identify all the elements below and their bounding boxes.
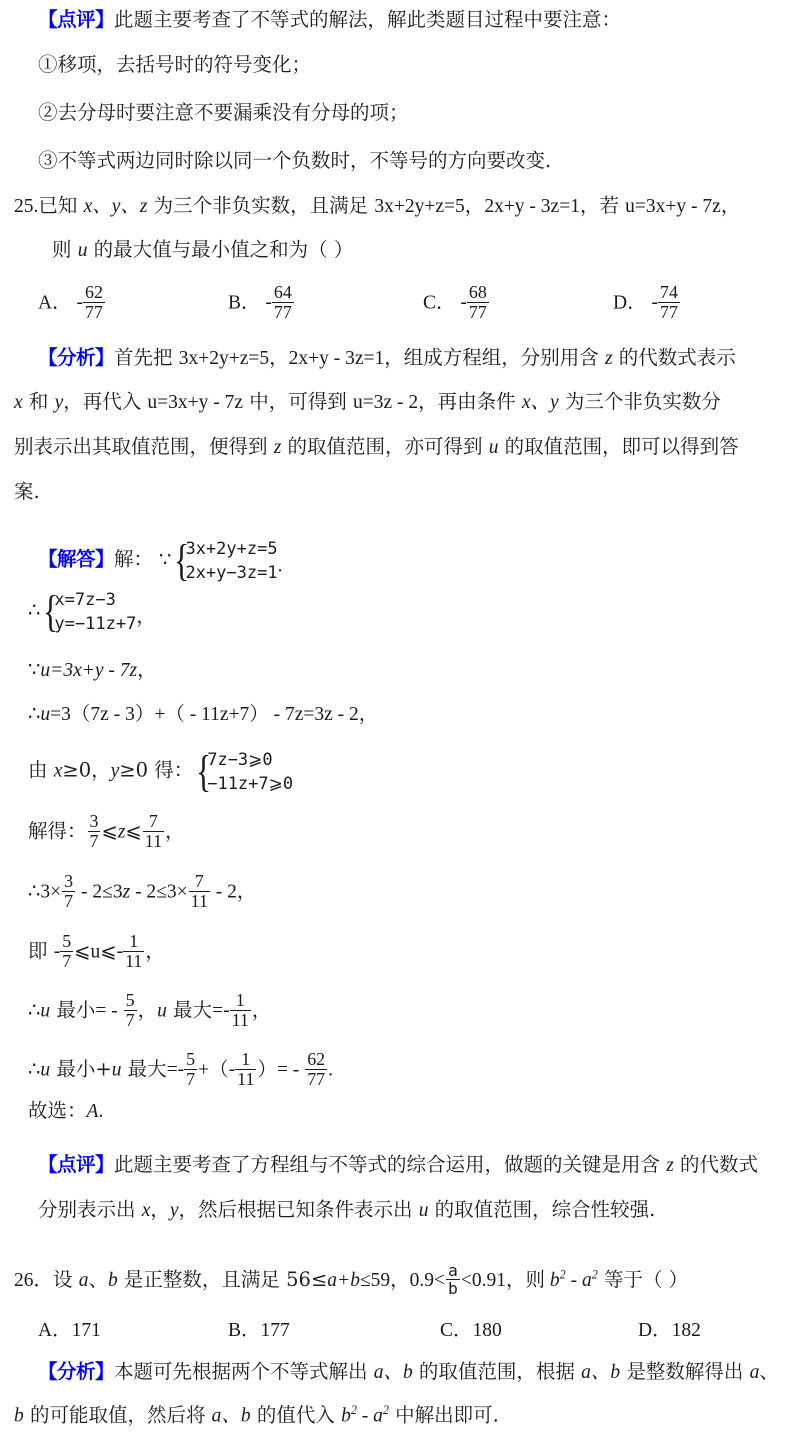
inequality-symbol: ⩽ (100, 941, 117, 963)
fraction-numerator: 3 (64, 871, 74, 891)
minus-sign: - (651, 291, 658, 313)
fraction-denominator: 77 (307, 1068, 326, 1089)
analysis-text: 中解出即可. (388, 1403, 499, 1427)
solution-variable: z (117, 821, 126, 843)
problem-25-solution-line-u (28, 660, 157, 681)
minus-sign: - (76, 291, 83, 313)
solution-equation: u=3x+y - 7z (40, 660, 138, 681)
stem-text: 则 (52, 238, 78, 261)
fraction-numerator: 7 (194, 871, 204, 891)
fraction-numerator: 1 (235, 990, 245, 1010)
because-symbol: ∵ (159, 547, 172, 571)
comment-item-2: ②去分母时要注意不要漏乘没有分母的项； (38, 101, 409, 124)
fraction-numerator: a (448, 1261, 458, 1280)
stem-text: 的最大值与最小值之和为（ ） (87, 238, 354, 261)
solution-variable: u (40, 1059, 51, 1081)
option-letter: B． (228, 1320, 261, 1341)
comment-item-1: ①移项，去括号时的符号变化； (38, 53, 312, 76)
problem-26-stem (14, 1262, 688, 1297)
problem-26-option-a[interactable] (38, 1314, 101, 1342)
system-row: 3x+2y+z=5 (185, 539, 278, 559)
analysis-variable: x (14, 392, 23, 413)
option-letter: A． (38, 1320, 72, 1341)
fraction-denominator: 77 (659, 301, 678, 322)
fraction-denominator: 7 (62, 950, 72, 971)
analysis-text: - (356, 1405, 374, 1427)
analysis-variable: z (273, 437, 282, 458)
solution-text: . (98, 1101, 104, 1122)
solution-text: = - (276, 1059, 305, 1081)
fraction-numerator: 7 (148, 811, 158, 831)
problem-26-analysis-line-2 (14, 1404, 499, 1426)
fraction-numerator: 62 (307, 1049, 326, 1069)
analysis-text: 中，可得到 (243, 390, 353, 413)
problem-25-solution-constraints (28, 748, 293, 796)
comment-text: 的代数式 (673, 1153, 759, 1176)
analysis-text: 和 (22, 390, 55, 413)
solution-text: ≥0， (62, 758, 111, 782)
stem-text: 已知 (38, 194, 84, 217)
solution-variable: u (111, 1059, 122, 1081)
comment-label: 【点评】 (38, 1153, 115, 1176)
fraction-denominator: 7 (64, 890, 74, 911)
exponent: 2 (559, 1267, 566, 1282)
option-value (460, 283, 489, 321)
solution-text: ， (165, 819, 185, 843)
stem-variable: b (549, 1269, 560, 1291)
analysis-variable: a、b (211, 1405, 251, 1427)
fraction-denominator: 77 (468, 301, 487, 322)
comment-variable: x (141, 1200, 151, 1221)
comment-text: ，然后根据已知条件表示出 (178, 1198, 419, 1221)
problem-25-analysis-line-4: 案. (14, 480, 40, 503)
problem-25-solution-expand (28, 704, 378, 725)
analysis-variable: a、b (373, 1362, 413, 1383)
solution-text: ≥0 得： (119, 758, 194, 782)
analysis-variable: b (14, 1405, 24, 1427)
solution-text: = (212, 1000, 224, 1022)
analysis-equation: 2x+y - 3z=1 (288, 348, 385, 369)
equation-system-3 (193, 748, 293, 796)
fraction-numerator: 64 (273, 282, 292, 302)
therefore-symbol: ∴ (28, 879, 41, 903)
equation-system-2 (40, 588, 136, 636)
stem-variable-u: u (77, 240, 88, 261)
solution-text: 由 (28, 758, 54, 782)
analysis-variable: a (749, 1362, 760, 1383)
stem-text: 、 (88, 1267, 108, 1291)
analysis-text: 的代数式表示 (612, 346, 736, 369)
inequality-symbol: ⩽ (74, 941, 91, 963)
option-value (76, 283, 105, 321)
stem-text: ≤59，0.9< (359, 1269, 446, 1291)
solution-variable: z (122, 881, 131, 903)
problem-26-number: 26． (14, 1269, 54, 1291)
problem-25-comment-line-1 (38, 1155, 758, 1176)
problem-25-solution-range-z (28, 812, 185, 850)
solution-text: ， (137, 658, 157, 681)
fraction-numerator: 5 (62, 931, 72, 951)
problem-25-stem-line-1 (14, 196, 740, 217)
solution-text: 3× (40, 881, 62, 903)
solution-text: 解： (114, 547, 154, 571)
option-letter: A． (38, 292, 72, 314)
left-brace: { (43, 587, 59, 637)
stem-equation-2: 2x+y - 3z=1 (484, 196, 580, 217)
option-value (265, 283, 294, 321)
comment-intro-text: 此题主要考查了不等式的解法，解此类题目过程中要注意： (114, 8, 622, 31)
minus-sign: - (223, 999, 230, 1021)
stem-variable: a (581, 1269, 592, 1291)
solution-variable: u (90, 941, 101, 963)
minus-sign: - (265, 291, 272, 313)
answer-label: 【解答】 (38, 547, 115, 571)
solution-text: 最小+ (50, 1057, 112, 1081)
therefore-symbol: ∴ (28, 998, 41, 1022)
solution-text: . (328, 1059, 333, 1081)
exponent: 2 (591, 1267, 598, 1282)
left-brace: { (196, 747, 212, 797)
fraction-denominator: 7 (186, 1068, 196, 1089)
analysis-variable: y (54, 392, 64, 413)
stem-text: 设 (53, 1267, 79, 1291)
fraction-numerator: 68 (468, 282, 487, 302)
system-row: y=−11z+7 (54, 614, 137, 635)
fraction-numerator: 1 (241, 1049, 251, 1069)
minus-sign: - (460, 291, 467, 313)
option-letter: D． (613, 292, 647, 314)
therefore-symbol: ∴ (28, 1057, 41, 1081)
analysis-text: 首先把 (114, 346, 179, 369)
option-letter: C． (440, 1320, 473, 1341)
system-row: −11z+7⩾0 (207, 774, 294, 795)
analysis-text: 的取值范围，根据 (412, 1360, 582, 1383)
analysis-equation: u=3z - 2 (352, 392, 419, 413)
fraction-numerator: 3 (89, 811, 99, 831)
exponent: 2 (350, 1403, 357, 1417)
solution-text: 最大 (166, 998, 213, 1022)
solution-variable: u (157, 1000, 167, 1022)
therefore-symbol: ∴ (28, 702, 41, 725)
because-symbol: ∵ (28, 658, 41, 681)
comment-variable: u (418, 1200, 429, 1221)
analysis-equation: u=3x+y - 7z (147, 392, 244, 413)
solution-text: 最大 (121, 1057, 167, 1081)
problem-25-solution-sys2 (28, 588, 156, 636)
solution-text: = - (95, 1000, 123, 1022)
problem-25-stem-line-2 (52, 240, 353, 261)
fraction-a-over-b (446, 1262, 460, 1297)
minus-sign: - (116, 940, 124, 962)
problem-25-solution-range-u (28, 932, 165, 970)
analysis-text: ， (269, 346, 289, 369)
problem-25-solution-sum (28, 1050, 333, 1088)
problem-25-chosen-answer (28, 1101, 103, 1122)
comment-text: 此题主要考查了方程组与不等式的综合运用，做题的关键是用含 (114, 1153, 667, 1176)
option-value (651, 283, 680, 321)
analysis-label: 【分析】 (38, 346, 115, 369)
problem-25-analysis-line-3 (14, 437, 739, 458)
comment-variable: y (169, 1200, 179, 1221)
stem-equation-1: 3x+2y+z=5 (374, 196, 465, 217)
fraction-denominator: 11 (237, 1068, 255, 1089)
analysis-text: 是整数解得出 (620, 1360, 750, 1383)
problem-26-option-d[interactable] (638, 1314, 701, 1342)
fraction-denominator: 7 (125, 1009, 135, 1030)
solution-text: +（ (198, 1059, 229, 1081)
inequality-symbol: ⩽ (101, 821, 118, 843)
fraction-numerator: 5 (186, 1049, 196, 1069)
option-value: 171 (71, 1320, 101, 1341)
fraction-denominator: 11 (231, 1009, 249, 1030)
analysis-text: 为三个非负实数分 (558, 390, 721, 413)
analysis-text: 别表示出其取值范围，便得到 (14, 435, 274, 458)
top-comment-intro-line (38, 10, 621, 31)
option-value: 180 (472, 1320, 502, 1341)
stem-text: ，若 (579, 194, 626, 217)
solution-text: ， (136, 606, 156, 628)
option-letter: C． (423, 292, 456, 314)
solution-text: 解得： (28, 819, 87, 843)
analysis-variable: b (341, 1405, 351, 1427)
left-brace: { (174, 536, 190, 586)
comment-label: 【点评】 (38, 8, 115, 31)
solution-variable: x (53, 760, 63, 782)
stem-text: ， (720, 194, 741, 217)
fraction-numerator: 1 (129, 931, 139, 951)
minus-sign: - (177, 1058, 185, 1080)
problem-25-option-c[interactable] (423, 283, 490, 321)
solution-text: 故选： (28, 1099, 87, 1122)
analysis-text: ，组成方程组，分别用含 (384, 346, 605, 369)
fraction-denominator: 11 (125, 950, 143, 971)
system-row: x=7z−3 (54, 590, 116, 610)
problem-25-option-d[interactable] (613, 283, 681, 321)
option-letter: B． (228, 292, 261, 314)
solution-text: = (166, 1059, 178, 1081)
problem-25-comment-line-2 (38, 1200, 655, 1221)
analysis-text: 本题可先根据两个不等式解出 (114, 1360, 374, 1383)
inequality-symbol: ⩽ (125, 821, 142, 843)
solution-text: - 2≤3 (76, 881, 123, 903)
stem-text: - (565, 1269, 582, 1291)
solution-equation: =3（7z - 3）+（ - 11z+7） - 7z=3z - 2， (50, 704, 379, 725)
analysis-equation: 3x+2y+z=5 (178, 348, 270, 369)
analysis-variable: u (488, 437, 499, 458)
analysis-label: 【分析】 (38, 1360, 115, 1383)
problem-26-option-c[interactable] (440, 1314, 502, 1342)
stem-text: <0.91，则 (460, 1269, 550, 1291)
solution-text: . (277, 555, 283, 577)
problem-25-solution-header (38, 537, 282, 585)
fraction-numerator: 5 (125, 990, 135, 1010)
analysis-variable: a (373, 1405, 383, 1427)
fraction-numerator: 74 (659, 282, 678, 302)
analysis-text: 的取值范围，即可以得到答 (498, 435, 739, 458)
fraction-denominator: 77 (84, 301, 103, 322)
comment-text: 分别表示出 (38, 1198, 142, 1221)
solution-text: ， (137, 998, 158, 1022)
comment-variable: z (666, 1155, 674, 1176)
comment-text: 的取值范围，综合性较强. (428, 1198, 656, 1221)
solution-text: ， (145, 939, 165, 963)
minus-sign: - (53, 940, 61, 962)
solution-text: - 2， (210, 881, 257, 903)
therefore-symbol: ∴ (28, 598, 41, 622)
problem-25-number: 25. (14, 196, 39, 217)
stem-text: 为三个非负实数，且满足 (147, 194, 375, 217)
stem-text: ， (464, 194, 485, 217)
problem-26-analysis-line-1 (38, 1362, 779, 1383)
comment-item-3: ③不等式两边同时除以同一个负数时，不等号的方向要改变. (38, 149, 552, 172)
answer-letter: A (86, 1101, 99, 1122)
stem-variables: x、y、z (83, 196, 148, 217)
stem-text: 是正整数，且满足 56≤ (117, 1267, 328, 1291)
option-value: 182 (671, 1320, 701, 1341)
analysis-variable: a、b (581, 1362, 621, 1383)
fraction-denominator: b (448, 1279, 458, 1299)
fraction-denominator: 11 (144, 830, 163, 851)
solution-text: ， (251, 998, 272, 1022)
exponent: 2 (382, 1403, 389, 1417)
fraction-denominator: 7 (89, 830, 99, 851)
equation-system-1 (171, 537, 277, 585)
analysis-text: 的值代入 (250, 1403, 342, 1427)
comment-text: ， (150, 1198, 170, 1221)
solution-variable: y (110, 760, 120, 782)
analysis-text: ，再由条件 (418, 390, 522, 413)
fraction-denominator: 11 (190, 890, 208, 911)
problem-26-option-b[interactable] (228, 1314, 290, 1342)
stem-expression: a+b (327, 1269, 360, 1291)
problem-25-solution-multiply (28, 872, 256, 910)
problem-25-analysis-line-2 (14, 392, 721, 413)
stem-equation-3: u=3x+y - 7z (625, 196, 721, 217)
option-letter: D． (638, 1320, 672, 1341)
problem-25-option-b[interactable] (228, 283, 295, 321)
stem-variable: b (107, 1269, 118, 1291)
solution-text: 即 (28, 939, 54, 963)
solution-text: 最小 (50, 998, 96, 1022)
analysis-text: 、 (759, 1360, 779, 1383)
stem-text: 等于（ ） (597, 1267, 689, 1291)
solution-text: ） (257, 1059, 277, 1081)
solution-variable: u (40, 1000, 51, 1022)
problem-25-solution-minmax (28, 991, 271, 1029)
system-row: 7z−3⩾0 (207, 750, 273, 770)
fraction-numerator: 62 (84, 282, 103, 302)
analysis-text: 的取值范围，亦可得到 (281, 435, 489, 458)
problem-25-option-a[interactable] (38, 283, 106, 321)
stem-variable: a (78, 1269, 89, 1291)
solution-variable: u (40, 704, 51, 725)
minus-sign: - (228, 1058, 236, 1080)
analysis-text: 的可能取值，然后将 (23, 1403, 212, 1427)
system-row: 2x+y−3z=1 (185, 563, 278, 584)
analysis-variable: x、y (521, 392, 559, 413)
solution-text: - 2≤3× (130, 881, 188, 903)
analysis-variable: z (605, 348, 613, 369)
fraction-denominator: 77 (273, 301, 292, 322)
analysis-text: ，再代入 (63, 390, 148, 413)
problem-25-analysis-line-1 (38, 348, 736, 369)
option-value: 177 (260, 1320, 290, 1341)
